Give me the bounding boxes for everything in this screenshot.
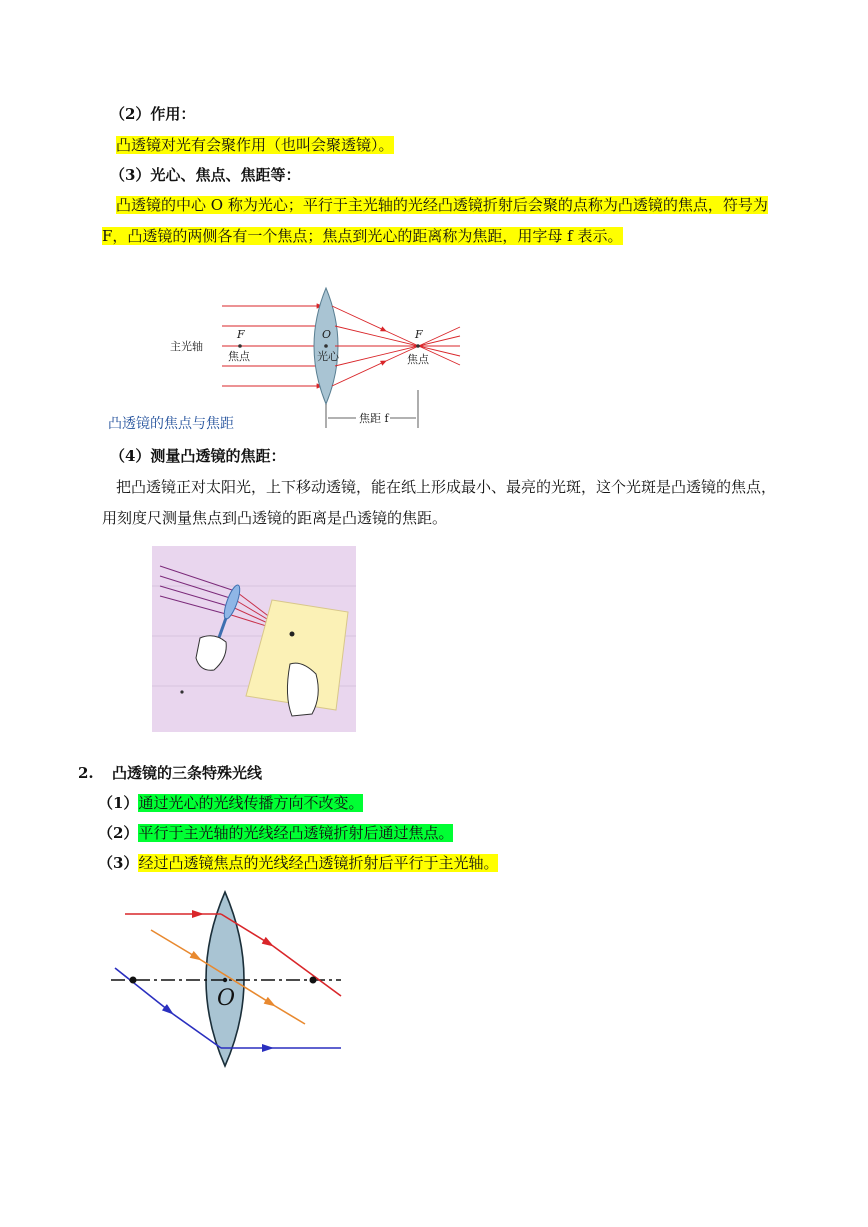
ray-item [98, 820, 453, 846]
figure1-caption: 凸透镜的焦点与焦距 [108, 416, 234, 432]
special-rays-diagram [105, 888, 350, 1070]
measure-line-2: 用刻度尺测量焦点到凸透镜的距离是凸透镜的焦距。 [102, 509, 448, 527]
focal-length-label: 焦距 f [359, 412, 389, 425]
f-right-label: 焦点 [407, 353, 429, 366]
o-letter: O [217, 986, 236, 1011]
o-letter: O [322, 328, 332, 341]
ray-item [98, 790, 363, 816]
light-spot [290, 632, 295, 637]
focus-line-1-text: 凸透镜的中心 O 称为光心；平行于主光轴的光经凸透镜折射后会聚的点称为凸透镜的焦点，符号为 [116, 196, 768, 214]
focus-left-point [238, 344, 242, 348]
incident-rays [222, 306, 322, 386]
ray-item-text: 经过凸透镜焦点的光线经凸透镜折射后平行于主光轴。 [138, 854, 499, 872]
focus-left-dot [130, 977, 137, 984]
ray-center-in [151, 930, 201, 960]
ray-item-prefix: （2） [98, 824, 139, 842]
ray-focus-in [115, 968, 173, 1014]
o-label: 光心 [317, 350, 339, 363]
optical-center-point [324, 344, 328, 348]
ray-item-prefix: （3） [98, 854, 139, 872]
measure-heading: （4）测量凸透镜的焦距： [110, 447, 286, 465]
measuring-illustration [152, 546, 356, 732]
axis-label: 主光轴 [170, 340, 203, 353]
center-dot [223, 978, 227, 982]
focal-diagram [160, 280, 480, 430]
effect-body-text: 凸透镜对光有会聚作用（也叫会聚透镜）。 [116, 136, 394, 154]
refracted-rays [332, 306, 460, 386]
f-left-label: 焦点 [228, 350, 250, 363]
focus-right-dot [310, 977, 317, 984]
effect-heading: （2）作用： [110, 105, 196, 123]
focus-line-2-text: F，凸透镜的两侧各有一个焦点；焦点到光心的距离称为焦距，用字母 f 表示。 [102, 227, 623, 245]
f-left-letter: F [237, 328, 245, 341]
ray-item [98, 850, 498, 876]
rays-number: 2. [78, 764, 94, 782]
focus-heading: （3）光心、焦点、焦距等： [110, 166, 301, 184]
ray-item-prefix: （1） [98, 794, 139, 812]
focus-line-1 [116, 192, 768, 218]
effect-body [116, 132, 394, 158]
ray-item-text: 平行于主光轴的光线经凸透镜折射后通过焦点。 [138, 824, 454, 842]
focus-line-2 [102, 223, 623, 249]
focus-right-point [416, 344, 420, 348]
measure-line-1: 把凸透镜正对太阳光，上下移动透镜，能在纸上形成最小、最亮的光斑，这个光斑是凸透镜的焦点， [116, 478, 777, 496]
rays-title: 凸透镜的三条特殊光线 [112, 764, 263, 782]
ray-item-text: 通过光心的光线传播方向不改变。 [138, 794, 364, 812]
f-right-letter: F [415, 328, 423, 341]
